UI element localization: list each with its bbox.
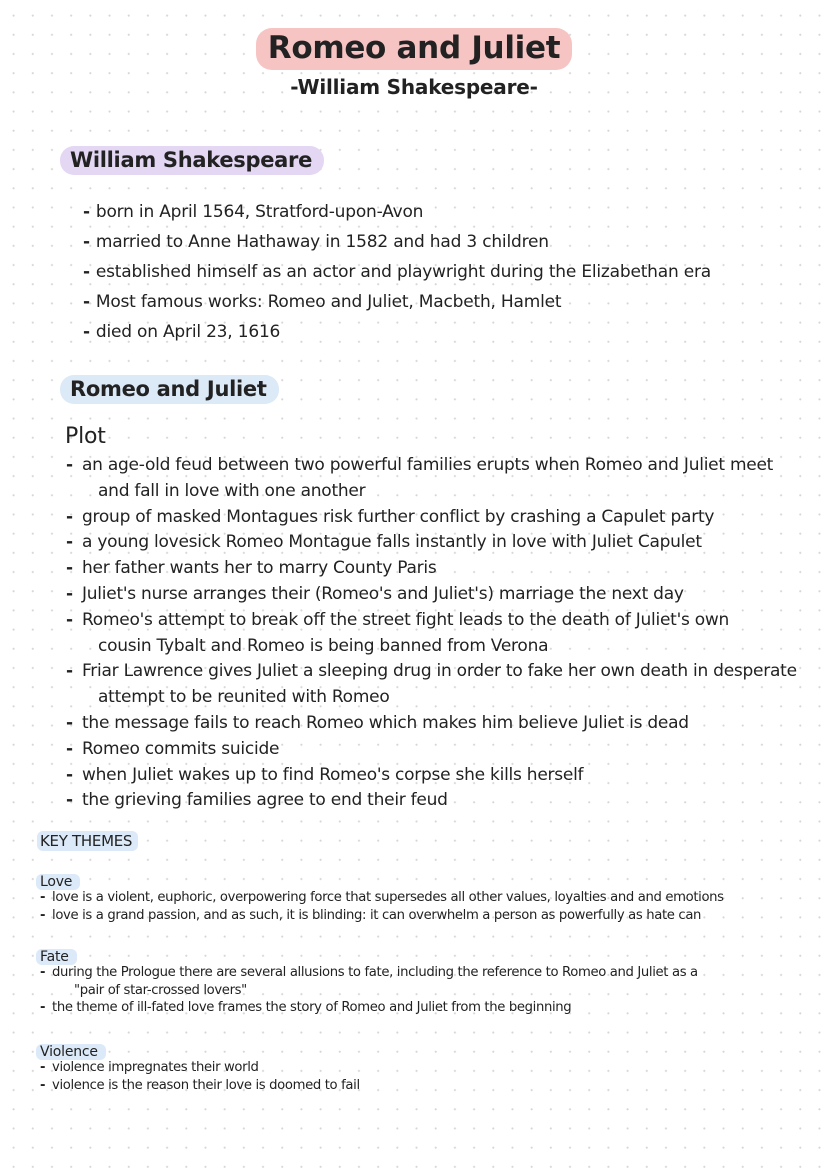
plot-item-line: a young lovesick Romeo Montague falls instantly in love with Juliet Capulet	[82, 532, 702, 553]
theme-item-line: "pair of star-crossed lovers"	[74, 982, 247, 998]
plot-item	[66, 556, 797, 582]
plot-item-line: Romeo's attempt to break off the street fight leads to the death of Juliet's own	[82, 609, 730, 630]
plot-label: Plot	[65, 424, 106, 449]
theme-label-violence: Violence	[36, 1044, 106, 1060]
theme-violence-list	[40, 1059, 360, 1094]
plot-item-line: Friar Lawrence gives Juliet a sleeping drug in order to fake her own death in desperate	[82, 661, 797, 682]
theme-label-love: Love	[36, 874, 80, 890]
author-fact-text: born in April 1564, Stratford-upon-Avon	[95, 202, 424, 222]
author-fact	[83, 227, 711, 257]
page-title: Romeo and Juliet	[256, 28, 572, 70]
plot-item-line: Romeo commits suicide	[82, 738, 280, 759]
theme-item-line: love is a grand passion, and as such, it is blinding: it can overwhelm a person as powerfully as hate can	[52, 907, 702, 923]
plot-item-line: her father wants her to marry County Paris	[82, 558, 437, 579]
author-fact-text: died on April 23, 1616	[95, 322, 281, 342]
key-themes-heading-wrap	[37, 831, 138, 850]
plot-item	[66, 737, 797, 763]
plot-item-line: the grieving families agree to end their feud	[82, 790, 448, 811]
plot-item-line: attempt to be reunited with Romeo	[98, 687, 390, 708]
title-block	[0, 28, 828, 70]
plot-item	[66, 582, 797, 608]
plot-item-line: the message fails to reach Romeo which makes him believe Juliet is dead	[82, 712, 689, 733]
plot-item-line: group of masked Montagues risk further conflict by crashing a Capulet party	[82, 506, 715, 527]
plot-item	[66, 608, 797, 660]
plot-item-line: and fall in love with one another	[98, 480, 366, 501]
theme-label-fate: Fate	[36, 949, 77, 965]
author-heading: William Shakespeare	[60, 146, 324, 175]
theme-violence	[36, 1041, 106, 1060]
theme-item	[40, 889, 724, 907]
theme-item	[40, 964, 698, 999]
theme-item-line: during the Prologue there are several allusions to fate, including the reference to Romeo and Juliet as a	[52, 965, 698, 980]
theme-item	[40, 1077, 360, 1095]
theme-love-list	[40, 889, 724, 924]
author-facts-list	[83, 197, 711, 347]
plot-item	[66, 530, 797, 556]
theme-love	[36, 871, 80, 890]
plot-item-line: Juliet's nurse arranges their (Romeo's and Juliet's) marriage the next day	[82, 583, 684, 604]
plot-item	[66, 788, 797, 814]
author-fact	[83, 197, 711, 227]
theme-item-line: violence impregnates their world	[52, 1060, 259, 1075]
author-fact	[83, 257, 711, 287]
plot-item	[66, 763, 797, 789]
play-heading: Romeo and Juliet	[60, 375, 279, 404]
page-subtitle: -William Shakespeare-	[290, 75, 538, 99]
key-themes-heading: KEY THEMES	[37, 831, 138, 851]
author-heading-wrap	[60, 148, 324, 172]
theme-fate-list	[40, 964, 698, 1017]
plot-list	[66, 453, 797, 814]
plot-item	[66, 711, 797, 737]
plot-item-line: cousin Tybalt and Romeo is being banned from Verona	[98, 635, 549, 656]
author-fact-text: married to Anne Hathaway in 1582 and had 3 children	[95, 232, 549, 252]
plot-item	[66, 453, 797, 505]
theme-item-line: violence is the reason their love is doomed to fail	[52, 1077, 360, 1093]
theme-item-line: love is a violent, euphoric, overpowering force that supersedes all other values, loyalties and and emotions	[52, 890, 724, 905]
author-fact-text: Most famous works: Romeo and Juliet, Macbeth, Hamlet	[95, 292, 562, 312]
plot-item	[66, 505, 797, 531]
author-fact	[83, 317, 711, 347]
subtitle-block	[0, 75, 828, 99]
theme-item-line: the theme of ill-fated love frames the story of Romeo and Juliet from the beginning	[52, 1000, 572, 1015]
author-fact	[83, 287, 711, 317]
author-fact-text: established himself as an actor and playwright during the Elizabethan era	[95, 262, 712, 282]
theme-item	[40, 999, 698, 1017]
theme-fate	[36, 946, 77, 965]
theme-item	[40, 907, 724, 925]
play-heading-wrap	[60, 377, 279, 401]
plot-item-line: when Juliet wakes up to find Romeo's corpse she kills herself	[82, 764, 584, 785]
plot-item-line: an age-old feud between two powerful families erupts when Romeo and Juliet meet	[82, 455, 774, 475]
theme-item	[40, 1059, 360, 1077]
plot-item	[66, 659, 797, 711]
